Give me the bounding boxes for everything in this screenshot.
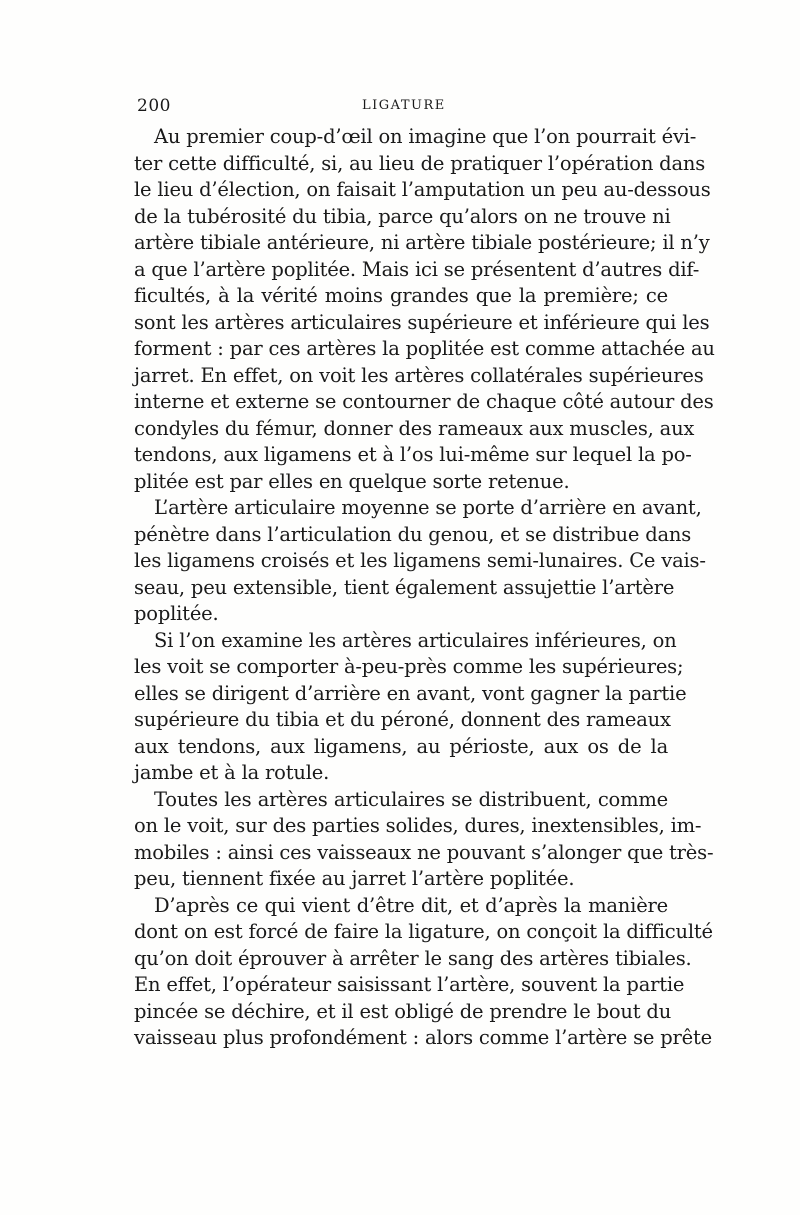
- text-line: pincée se déchire, et il est obligé de prendre le bout du: [134, 999, 672, 1023]
- text-line: pénètre dans l’articulation du genou, et se distribue dans: [134, 522, 692, 546]
- text-line: jarret. En effet, on voit les artères collatérales supérieures: [134, 363, 704, 387]
- text-line: interne et externe se contourner de chaque côté autour des: [134, 390, 714, 413]
- text-line: Au premier coup-d’œil on imagine que l’on pourrait évi-: [154, 125, 697, 148]
- text-line: mobiles : ainsi ces vaisseaux ne pouvant s’alonger que très-: [134, 840, 714, 864]
- text-line: sont les artères articulaires supérieure et inférieure qui les: [134, 310, 710, 334]
- text-line: dont on est forcé de faire la ligature, on conçoit la difficulté: [134, 920, 713, 943]
- text-line: seau, peu extensible, tient également assujettie l’artère: [134, 575, 675, 599]
- text-line: condyles du fémur, donner des rameaux aux muscles, aux: [134, 416, 695, 440]
- text-line: L’artère articulaire moyenne se porte d’arrière en avant,: [154, 496, 702, 519]
- text-line: En effet, l’opérateur saisissant l’artère, souvent la partie: [134, 973, 685, 996]
- text-line: elles se dirigent d’arrière en avant, vont gagner la partie: [134, 681, 687, 705]
- text-line: jambe et à la rotule.: [134, 761, 330, 784]
- text-line: le lieu d’élection, on faisait l’amputation un peu au-dessous: [134, 178, 711, 201]
- text-line: on le voit, sur des parties solides, dures, inextensibles, im-: [134, 814, 702, 837]
- text-line: artère tibiale antérieure, ni artère tibiale postérieure; il n’y: [134, 231, 710, 254]
- text-line: supérieure du tibia et du péroné, donnent des rameaux: [134, 708, 671, 731]
- text-line: les voit se comporter à-peu-près comme les supérieures;: [134, 655, 684, 678]
- text-line: Si l’on examine les artères articulaires inférieures, on: [154, 628, 677, 652]
- text-line: poplitée.: [134, 602, 219, 625]
- text-line: a que l’artère poplitée. Mais ici se présentent d’autres dif-: [134, 257, 700, 281]
- text-line: tendons, aux ligamens et à l’os lui-même sur lequel la po-: [134, 443, 692, 466]
- text-line: qu’on doit éprouver à arrêter le sang des artères tibiales.: [134, 946, 692, 970]
- text-line: D’après ce qui vient d’être dit, et d’après la manière: [154, 893, 668, 917]
- text-line: aux tendons, aux ligamens, au périoste, aux os de la: [134, 734, 668, 758]
- text-line: Toutes les artères articulaires se distribuent, comme: [154, 787, 668, 811]
- page-number: 200: [137, 96, 171, 116]
- text-line: ter cette difficulté, si, au lieu de pratiquer l’opération dans: [134, 151, 706, 175]
- text-line: ficultés, à la vérité moins grandes que la première; ce: [134, 284, 668, 307]
- text-line: de la tubérosité du tibia, parce qu’alors on ne trouve ni: [134, 204, 671, 228]
- text-line: plitée est par elles en quelque sorte retenue.: [134, 469, 570, 493]
- text-line: peu, tiennent fixée au jarret l’artère poplitée.: [134, 867, 575, 890]
- running-title: LIGATURE: [362, 98, 446, 113]
- running-head: [137, 96, 667, 120]
- text-line: vaisseau plus profondément : alors comme l’artère se prête: [134, 1026, 712, 1049]
- text-line: forment : par ces artères la poplitée est comme attachée au: [134, 337, 715, 360]
- body-text: [134, 124, 715, 1052]
- text-line: les ligamens croisés et les ligamens semi-lunaires. Ce vais-: [134, 549, 706, 572]
